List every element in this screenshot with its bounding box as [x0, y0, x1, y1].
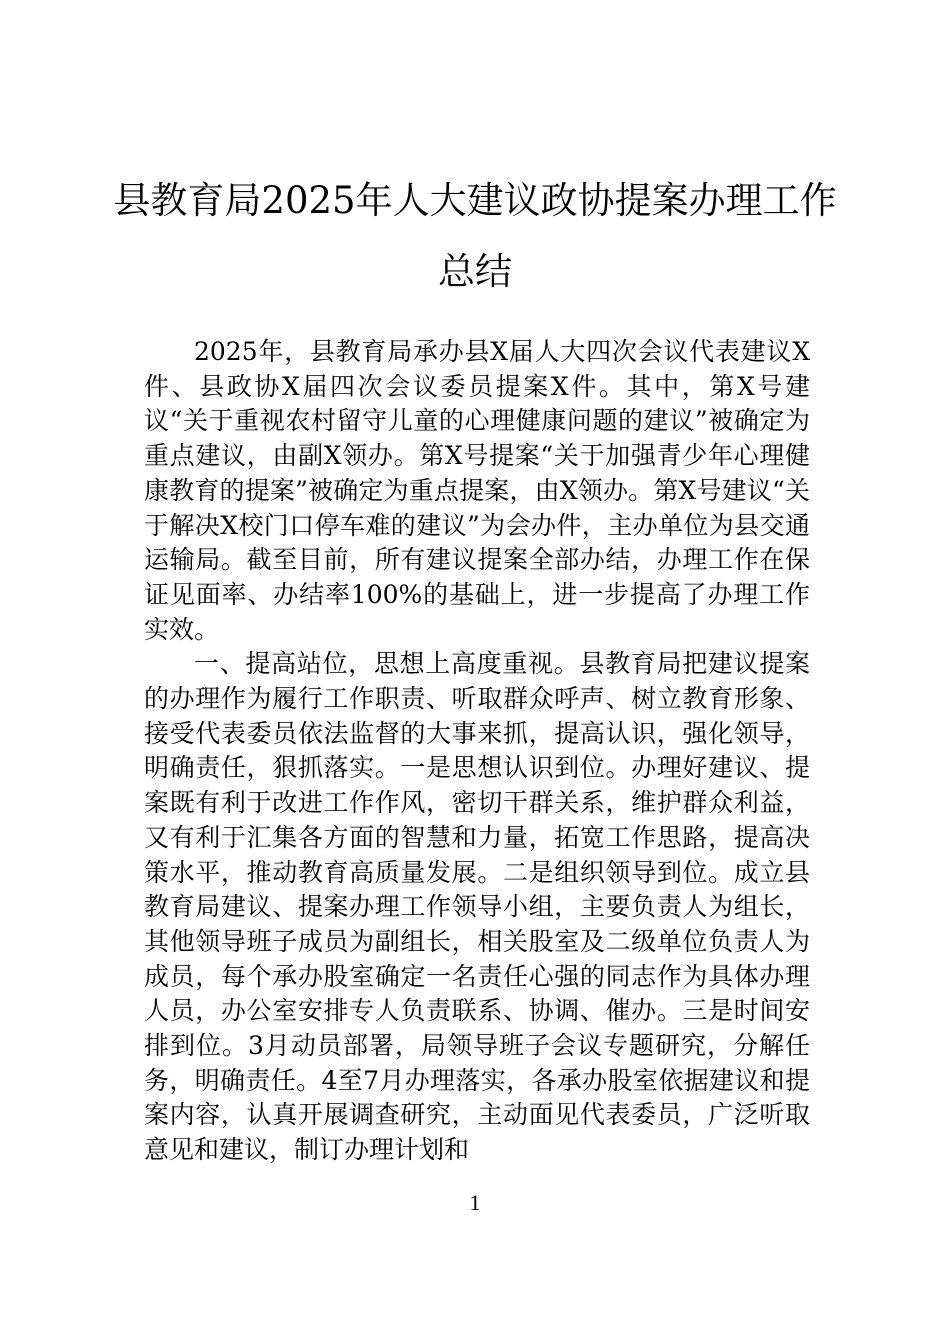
page-number: 1 [469, 1190, 481, 1215]
paragraph-intro: 2025年，县教育局承办县X届人大四次会议代表建议X件、县政协X届四次会议委员提案X件。其中，第X号建议“关于重视农村留守儿童的心理健康问题的建议”被确定为重点建议，由副X领办。第X号提案“关于加强青少年心理健康教育的提案”被确定为重点提案，由X领办。第X号建议“关于解决X校门口停车难的建议”为会办件，主办单位为县交通运输局。截至目前，所有建议提案全部办结，办理工作在保证见面率、办结率100%的基础上，进一步提高了办理工作实效。 [144, 337, 810, 644]
document-title: 县教育局2025年人大建议政协提案办理工作总结 [113, 179, 837, 293]
document-body [144, 335, 810, 1168]
paragraph-section-one: 一、提高站位，思想上高度重视。县教育局把建议提案的办理作为履行工作职责、听取群众呼声、树立教育形象、接受代表委员依法监督的大事来抓，提高认识，强化领导，明确责任，狠抓落实。一是思想认识到位。办理好建议、提案既有利于改进工作作风，密切干群关系，维护群众利益，又有利于汇集各方面的智慧和力量，拓宽工作思路，提高决策水平，推动教育高质量发展。二是组织领导到位。成立县教育局建议、提案办理工作领导小组，主要负责人为组长，其他领导班子成员为副组长，相关股室及二级单位负责人为成员，每个承办股室确定一名责任心强的同志作为具体办理人员，办公室安排专人负责联系、协调、催办。三是时间安排到位。3月动员部署，局领导班子会议专题研究，分解任务，明确责任。4至7月办理落实，各承办股室依据建议和提案内容，认真开展调查研究，主动面见代表委员，广泛听取意见和建议，制订办理计划和 [144, 649, 810, 1165]
